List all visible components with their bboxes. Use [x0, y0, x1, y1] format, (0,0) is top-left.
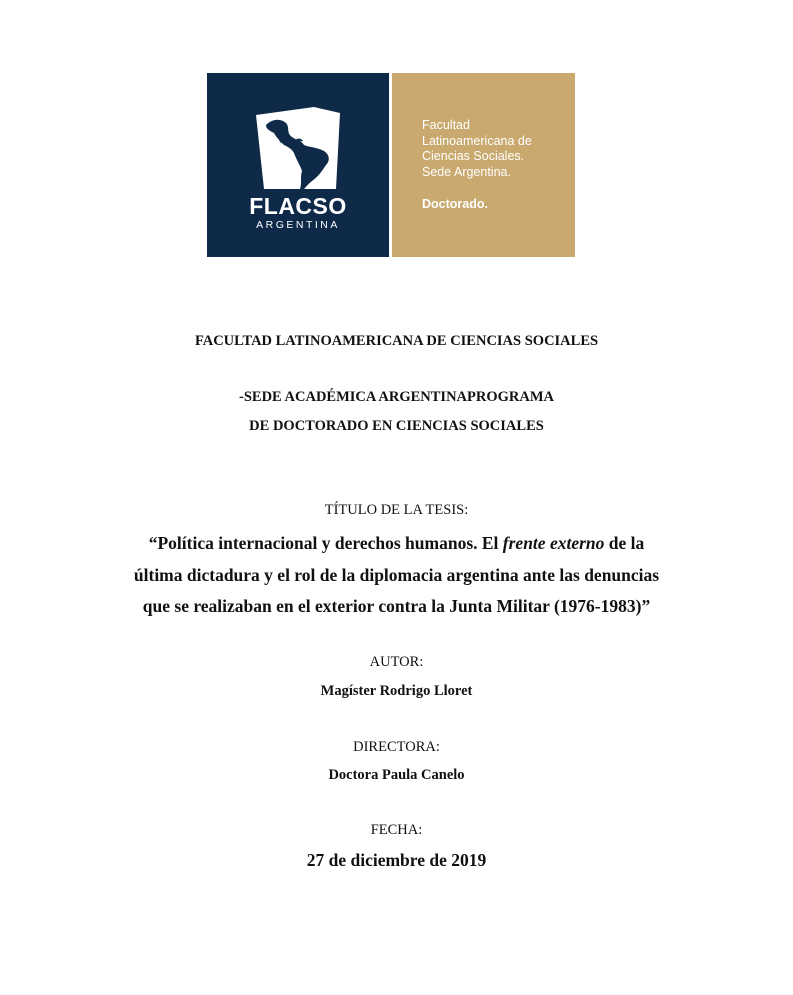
logo-navy-panel: [207, 73, 389, 257]
thesis-title-line-2: última dictadura y el rol de la diplomacia argentina ante las denuncias: [133, 565, 660, 585]
director-label: DIRECTORA:: [353, 739, 440, 755]
logo-program: Doctorado.: [422, 197, 488, 211]
logo-description: Facultad Latinoamericana de Ciencias Sociales. Sede Argentina.: [422, 118, 532, 179]
seat-heading-line-2: DE DOCTORADO EN CIENCIAS SOCIALES: [249, 418, 544, 434]
date-label: FECHA:: [370, 822, 423, 838]
faculty-heading: FACULTAD LATINOAMERICANA DE CIENCIAS SOCIALES: [194, 333, 599, 349]
thesis-title-line-1-start: “Política internacional y derechos humanos. El: [148, 533, 503, 553]
thesis-title-label: TÍTULO DE LA TESIS:: [324, 502, 469, 518]
thesis-title-line-1: [0, 533, 793, 554]
author-label: AUTOR:: [369, 654, 424, 670]
director-name: Doctora Paula Canelo: [328, 767, 465, 783]
thesis-title-emphasis: frente externo: [502, 533, 605, 553]
seat-heading-line-1: -SEDE ACADÉMICA ARGENTINAPROGRAMA: [239, 389, 554, 405]
thesis-title-line-1-end: de la: [604, 533, 645, 553]
logo-gold-panel: [392, 73, 575, 257]
americas-map-icon: [256, 107, 340, 189]
date-value: 27 de diciembre de 2019: [306, 850, 487, 870]
thesis-title-line-3: que se realizaban en el exterior contra la Junta Militar (1976-1983)”: [142, 596, 651, 616]
author-name: Magíster Rodrigo Lloret: [320, 683, 473, 699]
logo-name: FLACSO: [249, 193, 347, 219]
logo-country: ARGENTINA: [256, 219, 340, 231]
flacso-logo: [207, 73, 575, 257]
